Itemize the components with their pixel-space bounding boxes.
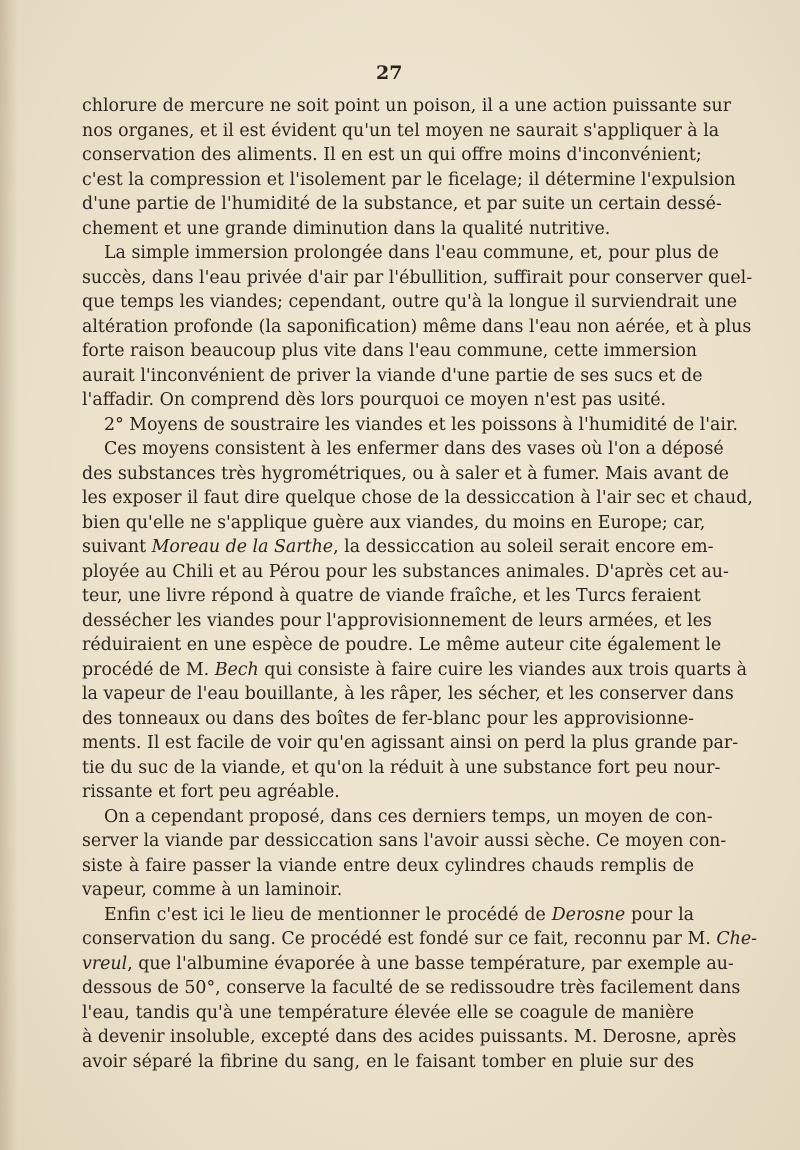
text-line [82, 535, 714, 560]
text-line: server la viande par dessiccation sans l'avoir aussi sèche. Ce moyen con- [82, 831, 727, 851]
text-line: siste à faire passer la viande entre deux cylindres chauds remplis de [82, 855, 694, 876]
body-text [82, 94, 758, 1074]
text-line: des tonneaux ou dans des boîtes de fer-blanc pour les approvisionne- [82, 708, 694, 729]
text-line: dessous de 50°, conserve la faculté de se redissoudre très facilement dans [82, 978, 741, 998]
text-line: teur, une livre répond à quatre de viande fraîche, et les Turcs feraient [82, 586, 701, 606]
text-line: ments. Il est facile de voir qu'en agissant ainsi on perd la plus grande par- [82, 733, 739, 753]
text-line: vapeur, comme à un laminoir. [82, 880, 343, 900]
text-line: la vapeur de l'eau bouillante, à les râper, les sécher, et les conserver dans [82, 684, 734, 704]
text-fragment: qui consiste à faire cuire les viandes aux trois quarts à [258, 659, 747, 680]
text-line: réduiraient en une espèce de poudre. Le même auteur cite également le [82, 635, 722, 655]
text-line: aurait l'inconvénient de priver la viande d'une partie de ses sucs et de [82, 365, 703, 386]
text-line: d'une partie de l'humidité de la substance, et par suite un certain dessé- [82, 194, 722, 214]
text-line: 2° Moyens de soustraire les viandes et les poissons à l'humidité de l'air. [104, 414, 738, 435]
page-number: 27 [376, 62, 403, 84]
text-line: à devenir insoluble, excepté dans des acides puissants. M. Derosne, après [82, 1027, 737, 1047]
text-line: altération profonde (la saponification) même dans l'eau non aérée, et à plus [82, 316, 752, 337]
text-line: l'eau, tandis qu'à une température élevée elle se coagule de manière [82, 1002, 694, 1023]
italic-name: Bech [214, 659, 259, 680]
text-line [82, 952, 734, 977]
text-line: avoir séparé la fibrine du sang, en le faisant tomber en pluie sur des [82, 1051, 694, 1072]
text-line: rissante et fort peu agréable. [82, 782, 340, 802]
text-fragment: conservation du sang. Ce procédé est fondé sur ce fait, reconnu par M. [82, 929, 717, 949]
text-line: ployée au Chili et au Pérou pour les substances animales. D'après cet au- [82, 561, 729, 582]
text-line: On a cependant proposé, dans ces derniers temps, un moyen de con- [104, 806, 713, 827]
text-line: La simple immersion prolongée dans l'eau commune, et, pour plus de [104, 243, 719, 263]
text-line: des substances très hygrométriques, ou à saler et à fumer. Mais avant de [82, 463, 729, 484]
text-line: chlorure de mercure ne soit point un poison, il a une action puissante sur [82, 96, 732, 116]
italic-name: Che- [716, 929, 758, 949]
italic-name: Derosne [551, 904, 626, 925]
text-line: bien qu'elle ne s'applique guère aux viandes, du moins en Europe; car, [82, 512, 706, 533]
text-line: conservation des aliments. Il en est un qui offre moins d'inconvénient; [82, 145, 702, 165]
italic-name: Moreau de la Sarthe [151, 537, 334, 557]
text-line [82, 903, 694, 928]
text-line: que temps les viandes; cependant, outre qu'à la longue il surviendrait une [82, 292, 738, 312]
text-fragment: , que l'albumine évaporée à une basse température, par exemple au- [127, 953, 734, 974]
text-line: succès, dans l'eau privée d'air par l'ébullition, suffirait pour conserver quel- [82, 267, 753, 288]
text-fragment: Enfin c'est ici le lieu de mentionner le procédé de [104, 904, 552, 925]
text-line: forte raison beaucoup plus vite dans l'eau commune, cette immersion [82, 341, 697, 361]
page-gutter-shadow [0, 0, 18, 1150]
text-fragment: , la dessiccation au soleil serait encore em- [333, 537, 714, 557]
text-fragment: procédé de M. [82, 659, 215, 680]
text-line: l'affadir. On comprend dès lors pourquoi ce moyen n'est pas usité. [82, 390, 667, 410]
text-line: chement et une grande diminution dans la qualité nutritive. [82, 218, 611, 239]
italic-name: vreul [82, 953, 128, 974]
text-line: c'est la compression et l'isolement par le ficelage; il détermine l'expulsion [82, 169, 736, 190]
text-line: dessécher les viandes pour l'approvisionnement de leurs armées, et les [82, 610, 712, 631]
text-line: Ces moyens consistent à les enfermer dans des vases où l'on a déposé [104, 439, 724, 459]
text-fragment: suivant [82, 537, 152, 557]
text-line: tie du suc de la viande, et qu'on la réduit à une substance fort peu nour- [82, 757, 721, 778]
text-line: nos organes, et il est évident qu'un tel moyen ne saurait s'appliquer à la [82, 120, 720, 141]
text-line [82, 658, 747, 683]
text-line [82, 927, 758, 952]
text-line: les exposer il faut dire quelque chose de la dessiccation à l'air sec et chaud, [82, 488, 753, 508]
text-fragment: pour la [625, 904, 694, 925]
